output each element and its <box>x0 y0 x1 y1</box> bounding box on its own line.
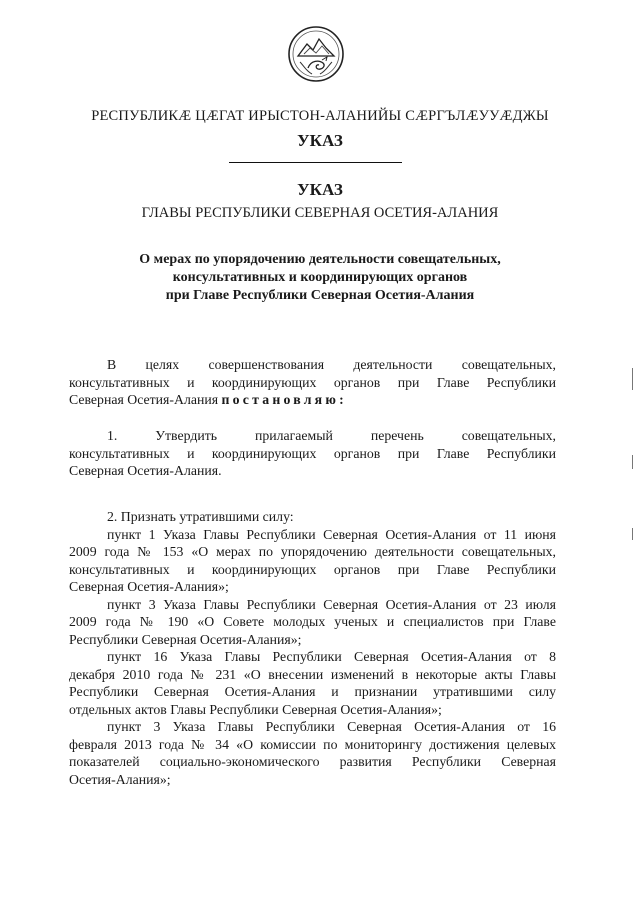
repeal-line: 2009 года № 190 «О Совете молодых ученых и специалистов при Главе <box>69 614 556 629</box>
scan-mark <box>632 528 633 540</box>
repeal-line: декабря 2010 года № 231 «О внесении изменений в некоторые акты Главы <box>69 666 556 682</box>
item-2-title: 2. Признать утратившими силу: <box>107 509 294 524</box>
preamble-line: консультативных и координирующих органов при Главе Республики <box>69 374 556 390</box>
repeal-line: Республики Северная Осетия-Алания и признании утратившими силу <box>69 684 556 699</box>
preamble-line <box>69 391 556 409</box>
repeal-line: пункт 3 Указа Главы Республики Северная Осетия-Алания от 23 июля <box>107 596 556 612</box>
subject-line: О мерах по упорядочению деятельности совещательных, <box>139 252 501 267</box>
scan-mark <box>632 455 633 469</box>
preamble-line-start: Северная Осетия-Алания <box>69 392 219 407</box>
repeal-line: показателей социально-экономического развития Республики Северная <box>69 754 556 769</box>
repeal-line: пункт 3 Указа Главы Республики Северная Осетия-Алания от 16 <box>107 719 556 734</box>
item-1 <box>69 427 556 480</box>
repeal-line: консультативных и координирующих органов при Главе Республики <box>69 561 556 577</box>
repeal-line: Северная Осетия-Алания»; <box>69 579 229 594</box>
coat-of-arms-icon <box>286 24 346 84</box>
repeal-line: февраля 2013 года № 34 «О комиссии по мониторингу достижения целевых <box>69 736 556 752</box>
repeal-line: пункт 16 Указа Главы Республики Северная Осетия-Алания от 8 <box>107 649 556 664</box>
item-2 <box>69 508 556 788</box>
item-line: консультативных и координирующих органов при Главе Республики <box>69 445 556 461</box>
repeal-line: Осетия-Алания»; <box>69 771 171 787</box>
ukaz-title: УКАЗ <box>297 180 343 199</box>
repeal-line: 2009 года № 153 «О мерах по упорядочению деятельности совещательных, <box>69 544 556 559</box>
item-line: Северная Осетия-Алания. <box>69 463 222 478</box>
preamble-line: В целях совершенствования деятельности совещательных, <box>107 357 556 372</box>
repeal-line: пункт 1 Указа Главы Республики Северная Осетия-Алания от 11 июня <box>107 526 556 542</box>
decree-subject <box>0 251 640 305</box>
republic-title: РЕСПУБЛИКӔ ЦӔГАТ ИРЫСТОН-АЛАНИЙЫ СӔРГЪЛӔУУӔДЖЫ <box>91 108 549 124</box>
subject-line: при Главе Республики Северная Осетия-Алания <box>165 288 475 303</box>
repeal-line: отдельных актов Главы Республики Северная Осетия-Алания»; <box>69 701 442 717</box>
repeal-line: Республики Северная Осетия-Алания»; <box>69 631 302 647</box>
preamble <box>69 356 556 409</box>
head-of-republic-title: ГЛАВЫ РЕСПУБЛИКИ СЕВЕРНАЯ ОСЕТИЯ-АЛАНИЯ <box>141 205 499 221</box>
decree-word: постановляю: <box>221 392 347 407</box>
subject-line: консультативных и координирующих органов <box>172 270 468 285</box>
scan-mark <box>632 368 633 390</box>
ukaz-title-ossetian: УКАЗ <box>297 131 343 150</box>
item-line: 1. Утвердить прилагаемый перечень совещательных, <box>107 428 556 443</box>
divider <box>229 162 402 163</box>
